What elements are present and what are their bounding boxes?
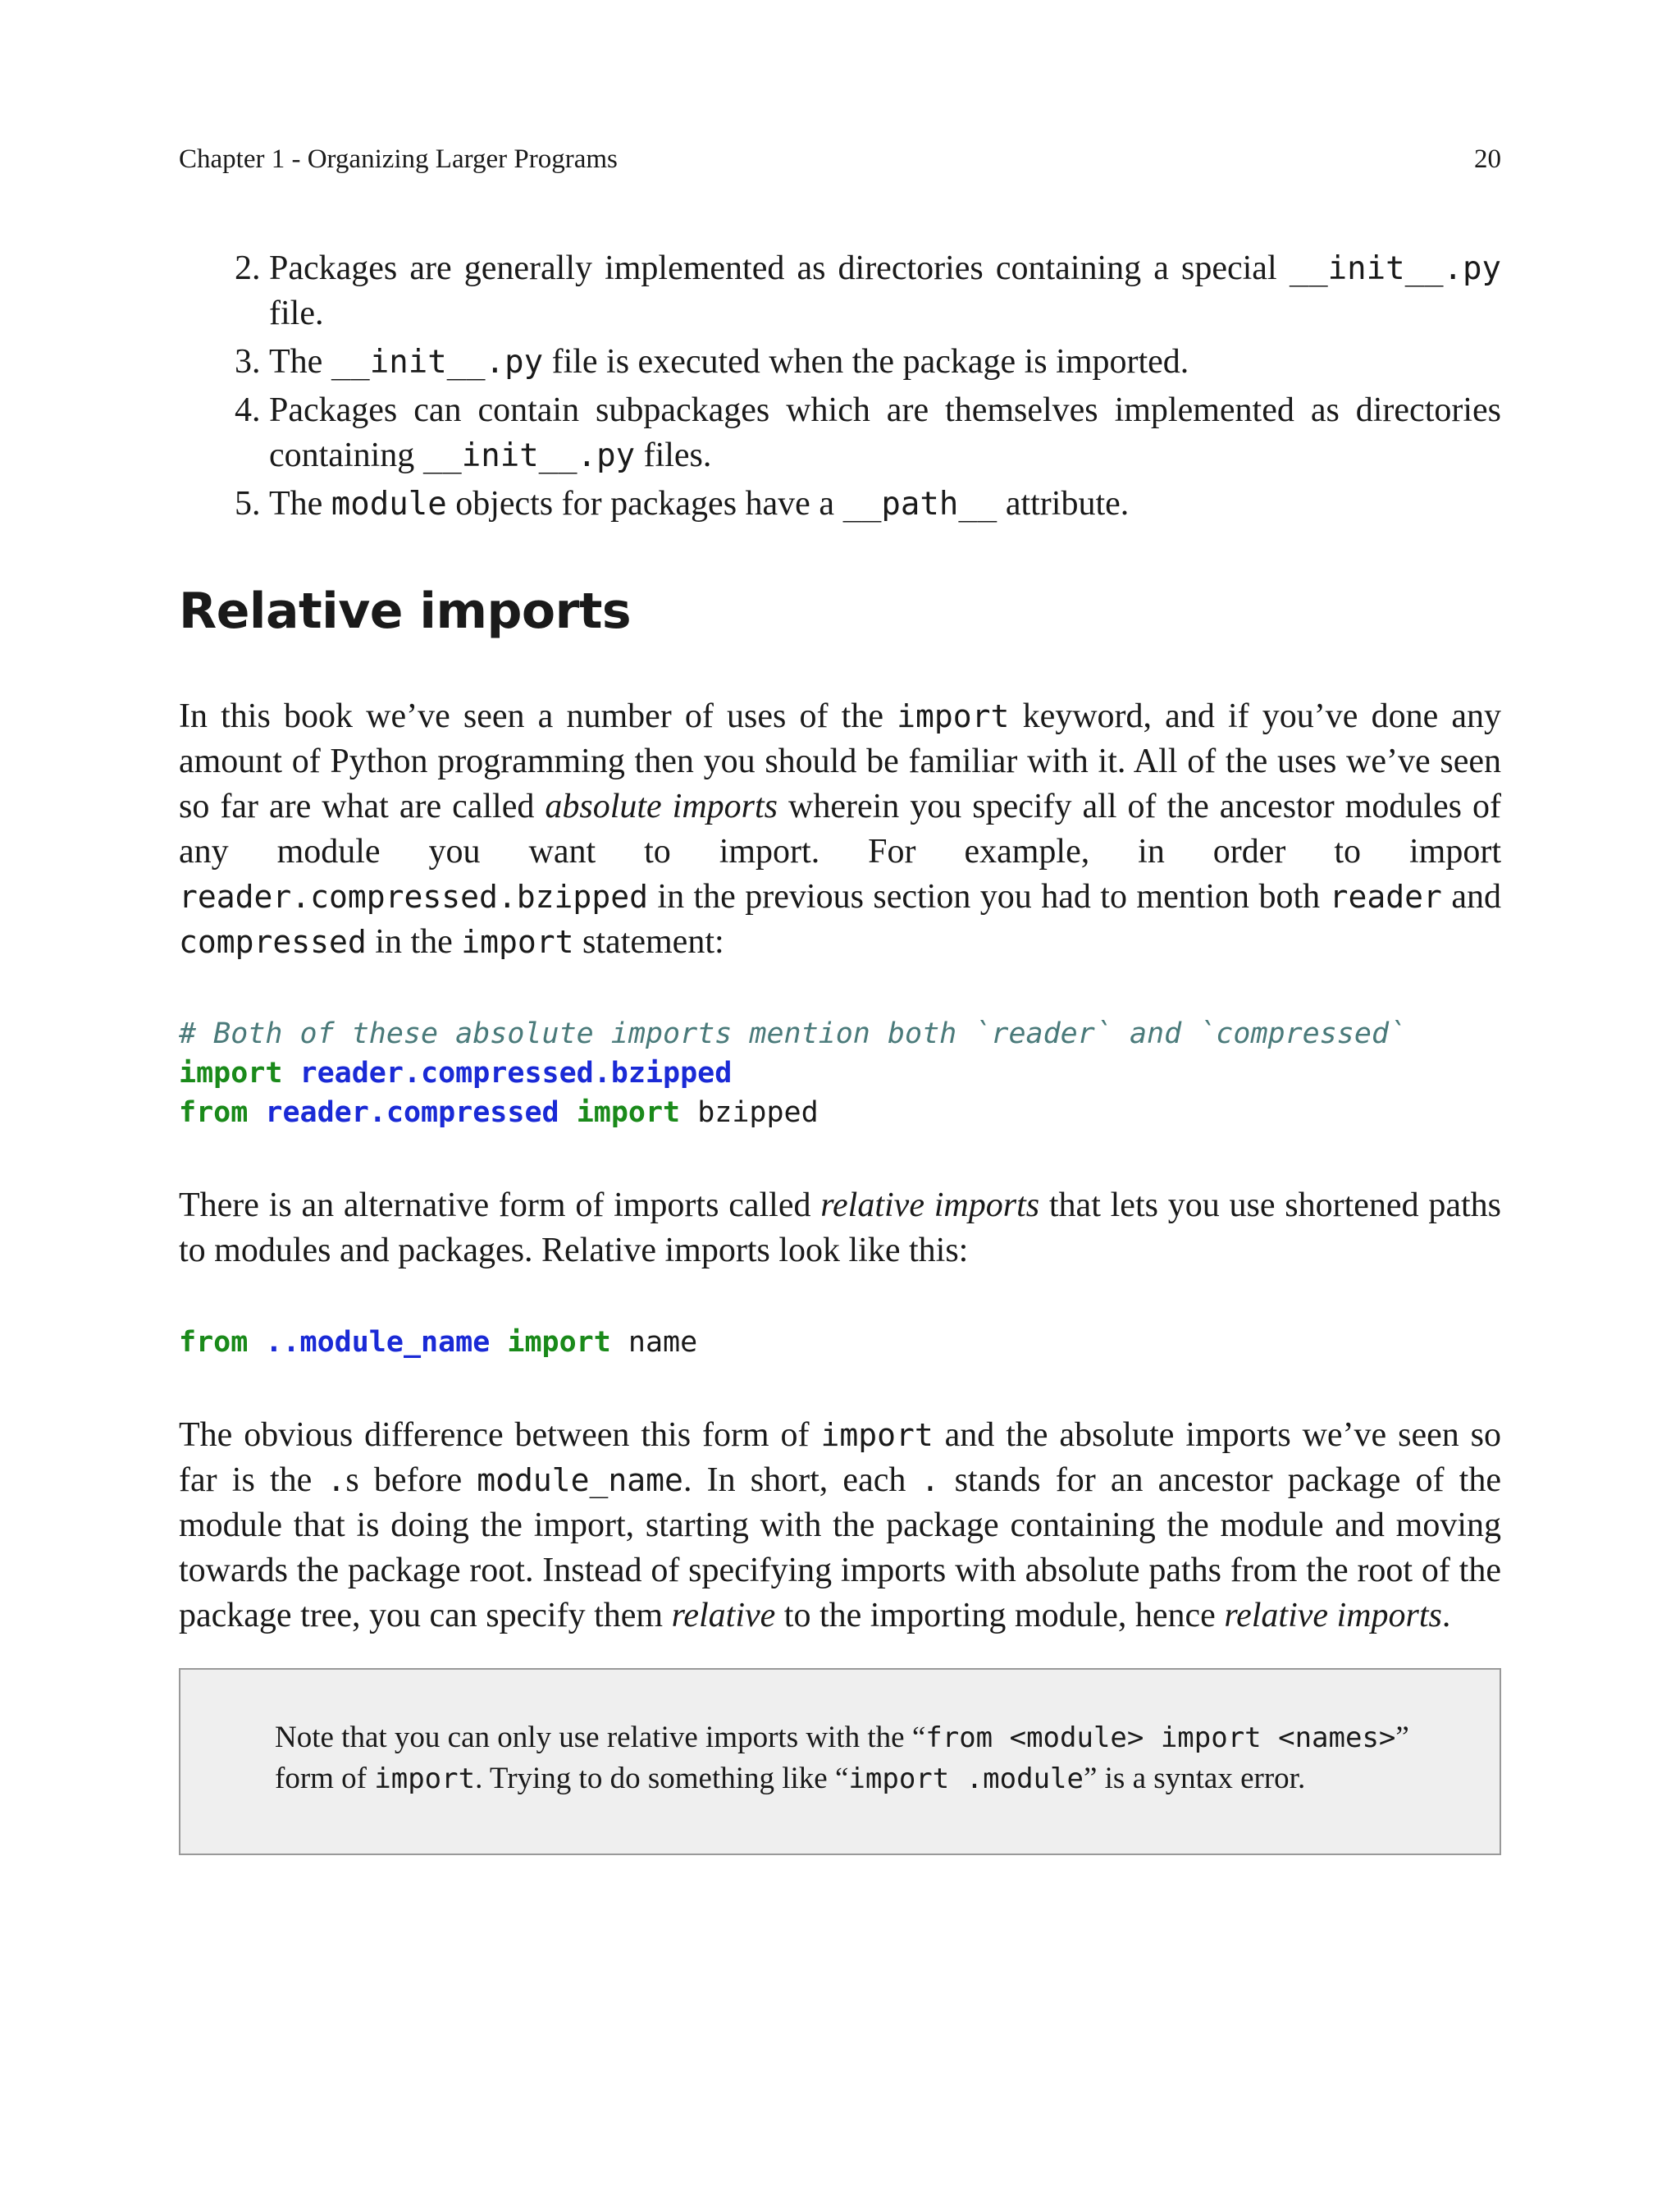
- code-module: reader.compressed.bzipped: [299, 1057, 733, 1090]
- code-keyword: from: [179, 1096, 249, 1129]
- inline-code: import: [461, 924, 574, 960]
- emphasis: relative imports: [1224, 1597, 1442, 1634]
- emphasis: absolute imports: [545, 788, 778, 825]
- list-item: 2. Packages are generally implemented as directories containing a special __init__.py file.: [269, 246, 1501, 336]
- inline-code: compressed: [179, 924, 367, 960]
- list-item: 3. The __init__.py file is executed when the package is imported.: [269, 340, 1501, 385]
- chapter-title: Chapter 1 - Organizing Larger Programs: [179, 144, 618, 174]
- code-keyword: from: [179, 1326, 249, 1359]
- inline-code: reader: [1329, 879, 1442, 915]
- inline-code: import: [820, 1417, 934, 1453]
- list-item: 5. The module objects for packages have a __path__ attribute.: [269, 482, 1501, 527]
- paragraph-relative-intro: There is an alternative form of imports called relative imports that lets you use shortened paths to modules and packages. Relative imports look like this:: [179, 1186, 1501, 1269]
- paragraph-absolute-imports: In this book we’ve seen a number of uses of the import keyword, and if you’ve done any amount of Python programming then you should be familiar with it. All of the uses we’ve seen so far are what are called absolute imports wherein you specify all of the ancestor modules of any module you want to import. For example, in order to import reader.compressed.bzipped in the previous section you had to mention both reader and compressed in the import statement:: [179, 697, 1502, 961]
- list-item: 4. Packages can contain subpackages which are themselves implemented as directories containing __init__.py files.: [269, 388, 1501, 478]
- code-block-absolute: [179, 1014, 1501, 1132]
- package-facts-list: [179, 246, 1501, 527]
- page-number: 20: [1474, 144, 1501, 174]
- page-header: [179, 144, 1501, 175]
- emphasis: relative: [671, 1597, 776, 1634]
- inline-code: __init__.py: [331, 344, 544, 381]
- code-name: name: [628, 1326, 698, 1359]
- section-heading: Relative imports: [179, 583, 632, 640]
- code-module: reader.compressed: [265, 1096, 559, 1129]
- emphasis: relative imports: [820, 1186, 1040, 1224]
- inline-code: __init__.py: [1289, 250, 1501, 287]
- code-block-relative: [179, 1323, 1501, 1362]
- code-keyword: import: [507, 1326, 611, 1359]
- code-module: ..module_name: [265, 1326, 491, 1359]
- code-keyword: import: [576, 1096, 681, 1129]
- inline-code: import: [374, 1762, 476, 1795]
- inline-code: .: [326, 1462, 346, 1498]
- inline-code: import: [897, 698, 1010, 734]
- inline-code: module_name: [477, 1462, 683, 1498]
- note-box: Note that you can only use relative imports with the “from <module> import <names>” form of import. Trying to do something like “import .module” is a syntax error.: [179, 1668, 1501, 1855]
- paragraph-relative-explained: The obvious difference between this form of import and the absolute imports we’ve seen so far is the .s before module_name. In short, each . stands for an ancestor package of the module that is doing the import, starting with the package containing the module and moving towards the package root. Instead of specifying imports with absolute paths from the root of the package tree, you can specify them relative to the importing module, hence relative imports.: [179, 1416, 1501, 1634]
- inline-code: .: [920, 1462, 940, 1498]
- inline-code: from <module> import <names>: [925, 1721, 1396, 1754]
- page-content: [179, 246, 1501, 1855]
- inline-code: module: [331, 486, 447, 523]
- code-keyword: import: [179, 1057, 283, 1090]
- inline-code: import .module: [848, 1762, 1084, 1795]
- code-name: bzipped: [697, 1096, 819, 1129]
- inline-code: __path__: [842, 486, 998, 523]
- inline-code: __init__.py: [422, 437, 636, 474]
- inline-code: reader.compressed.bzipped: [179, 879, 648, 915]
- code-comment: # Both of these absolute imports mention both `reader` and `compressed`: [179, 1017, 1407, 1050]
